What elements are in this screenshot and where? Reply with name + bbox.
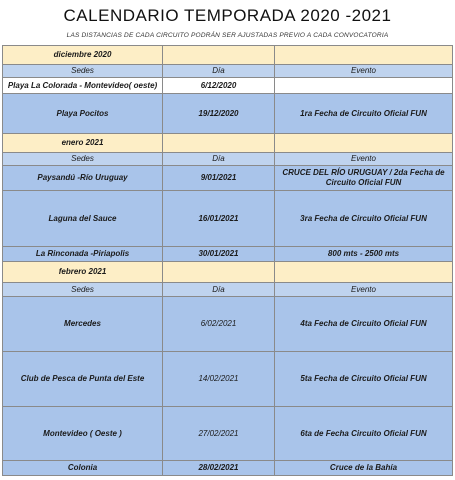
sede-cell: Laguna del Sauce xyxy=(3,191,163,247)
event-cell: 4ta Fecha de Circuito Oficial FUN xyxy=(275,297,453,352)
month-title: enero 2021 xyxy=(3,134,163,153)
sede-cell: Mercedes xyxy=(3,297,163,352)
event-cell: 1ra Fecha de Circuito Oficial FUN xyxy=(275,94,453,134)
month-filler xyxy=(163,46,275,65)
month-row xyxy=(3,46,453,65)
sede-cell: Playa La Colorada - Montevideo( oeste) xyxy=(3,78,163,94)
month-row xyxy=(3,262,453,283)
header-row xyxy=(3,65,453,78)
table-row xyxy=(3,461,453,476)
date-cell: 16/01/2021 xyxy=(163,191,275,247)
header-sede: Sedes xyxy=(3,283,163,297)
sede-cell: Club de Pesca de Punta del Este xyxy=(3,352,163,407)
sede-cell: Colonia xyxy=(3,461,163,476)
date-cell: 6/12/2020 xyxy=(163,78,275,94)
table-row xyxy=(3,166,453,191)
date-cell: 6/02/2021 xyxy=(163,297,275,352)
sede-cell: Montevideo ( Oeste ) xyxy=(3,407,163,461)
month-title: febrero 2021 xyxy=(3,262,163,283)
event-cell: 5ta Fecha de Circuito Oficial FUN xyxy=(275,352,453,407)
event-cell xyxy=(275,78,453,94)
header-dia: Día xyxy=(163,65,275,78)
table-row xyxy=(3,297,453,352)
header-row xyxy=(3,153,453,166)
header-evento: Evento xyxy=(275,65,453,78)
header-dia: Día xyxy=(163,153,275,166)
date-cell: 9/01/2021 xyxy=(163,166,275,191)
date-cell: 28/02/2021 xyxy=(163,461,275,476)
header-evento: Evento xyxy=(275,153,453,166)
month-filler xyxy=(275,262,453,283)
date-cell: 30/01/2021 xyxy=(163,247,275,262)
sede-cell: Paysandú -Río Uruguay xyxy=(3,166,163,191)
table-row xyxy=(3,247,453,262)
table-row xyxy=(3,94,453,134)
header-dia: Día xyxy=(163,283,275,297)
table-row xyxy=(3,78,453,94)
month-row xyxy=(3,134,453,153)
month-filler xyxy=(275,134,453,153)
distance-note: LAS DISTANCIAS DE CADA CIRCUITO PODRÁN SER AJUSTADAS PREVIO A CADA CONVOCATORIA xyxy=(66,32,389,39)
calendar-table xyxy=(2,45,453,476)
header-sede: Sedes xyxy=(3,153,163,166)
date-cell: 19/12/2020 xyxy=(163,94,275,134)
event-cell: CRUCE DEL RÍO URUGUAY / 2da Fecha de Circuito Oficial FUN xyxy=(275,166,453,191)
month-filler xyxy=(163,262,275,283)
month-filler xyxy=(163,134,275,153)
header-row xyxy=(3,283,453,297)
event-cell: Cruce de la Bahía xyxy=(275,461,453,476)
event-cell: 3ra Fecha de Circuito Oficial FUN xyxy=(275,191,453,247)
date-cell: 14/02/2021 xyxy=(163,352,275,407)
page-title: CALENDARIO TEMPORADA 2020 -2021 xyxy=(63,6,392,25)
table-row xyxy=(3,191,453,247)
sede-cell: Playa Pocitos xyxy=(3,94,163,134)
event-cell: 6ta de Fecha Circuito Oficial FUN xyxy=(275,407,453,461)
header-evento: Evento xyxy=(275,283,453,297)
date-cell: 27/02/2021 xyxy=(163,407,275,461)
sede-cell: La Rinconada -Piriapolis xyxy=(3,247,163,262)
event-cell: 800 mts - 2500 mts xyxy=(275,247,453,262)
table-row xyxy=(3,352,453,407)
header-sede: Sedes xyxy=(3,65,163,78)
month-title: diciembre 2020 xyxy=(3,46,163,65)
month-filler xyxy=(275,46,453,65)
table-row xyxy=(3,407,453,461)
